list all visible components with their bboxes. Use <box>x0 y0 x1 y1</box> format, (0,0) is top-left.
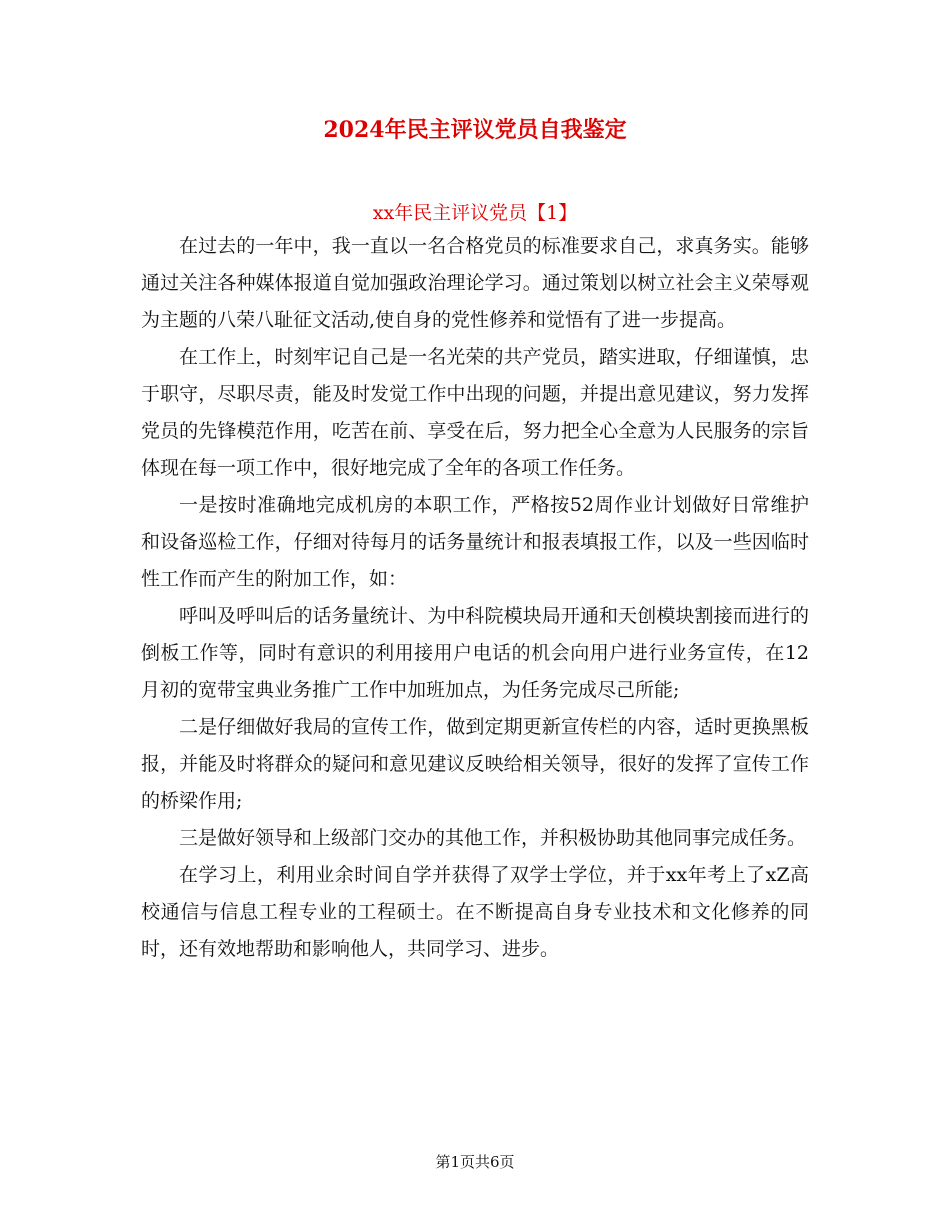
paragraph: 三是做好领导和上级部门交办的其他工作，并积极协助其他同事完成任务。 <box>179 827 807 849</box>
document-title: 2024年民主评议党员自我鉴定 <box>323 117 627 143</box>
paragraph: 在学习上，利用业余时间自学并获得了双学士学位，并于xx年考上了xZ高校通信与信息工程专业的工程硕士。在不断提高自身专业技术和文化修养的同时，还有效地帮助和影响他人，共同学习、进步。 <box>141 864 809 960</box>
paragraph: 一是按时准确地完成机房的本职工作，严格按52周作业计划做好日常维护和设备巡检工作，仔细对待每月的话务量统计和报表填报工作，以及一些因临时性工作而产生的附加工作，如： <box>141 494 809 590</box>
document-body <box>141 228 809 968</box>
paragraph: 呼叫及呼叫后的话务量统计、为中科院模块局开通和天创模块割接而进行的倒板工作等，同时有意识的利用接用户电话的机会向用户进行业务宣传，在12月初的宽带宝典业务推广工作中加班加点，为任务完成尽己所能; <box>141 605 809 701</box>
page-footer: 第1页共6页 <box>435 1153 515 1171</box>
paragraph: 在过去的一年中，我一直以一名合格党员的标准要求自己，求真务实。能够通过关注各种媒体报道自觉加强政治理论学习。通过策划以树立社会主义荣辱观为主题的八荣八耻征文活动,使自身的党性修养和觉悟有了进一步提高。 <box>141 235 809 331</box>
paragraph: 在工作上，时刻牢记自己是一名光荣的共产党员，踏实进取，仔细谨慎，忠于职守，尽职尽责，能及时发觉工作中出现的问题，并提出意见建议，努力发挥党员的先锋模范作用，吃苦在前、享受在后，努力把全心全意为人民服务的宗旨体现在每一项工作中，很好地完成了全年的各项工作任务。 <box>141 346 809 479</box>
section-heading: xx年民主评议党员【1】 <box>372 202 578 224</box>
paragraph: 二是仔细做好我局的宣传工作，做到定期更新宣传栏的内容，适时更换黑板报，并能及时将群众的疑问和意见建议反映给相关领导，很好的发挥了宣传工作的桥梁作用; <box>141 716 809 812</box>
